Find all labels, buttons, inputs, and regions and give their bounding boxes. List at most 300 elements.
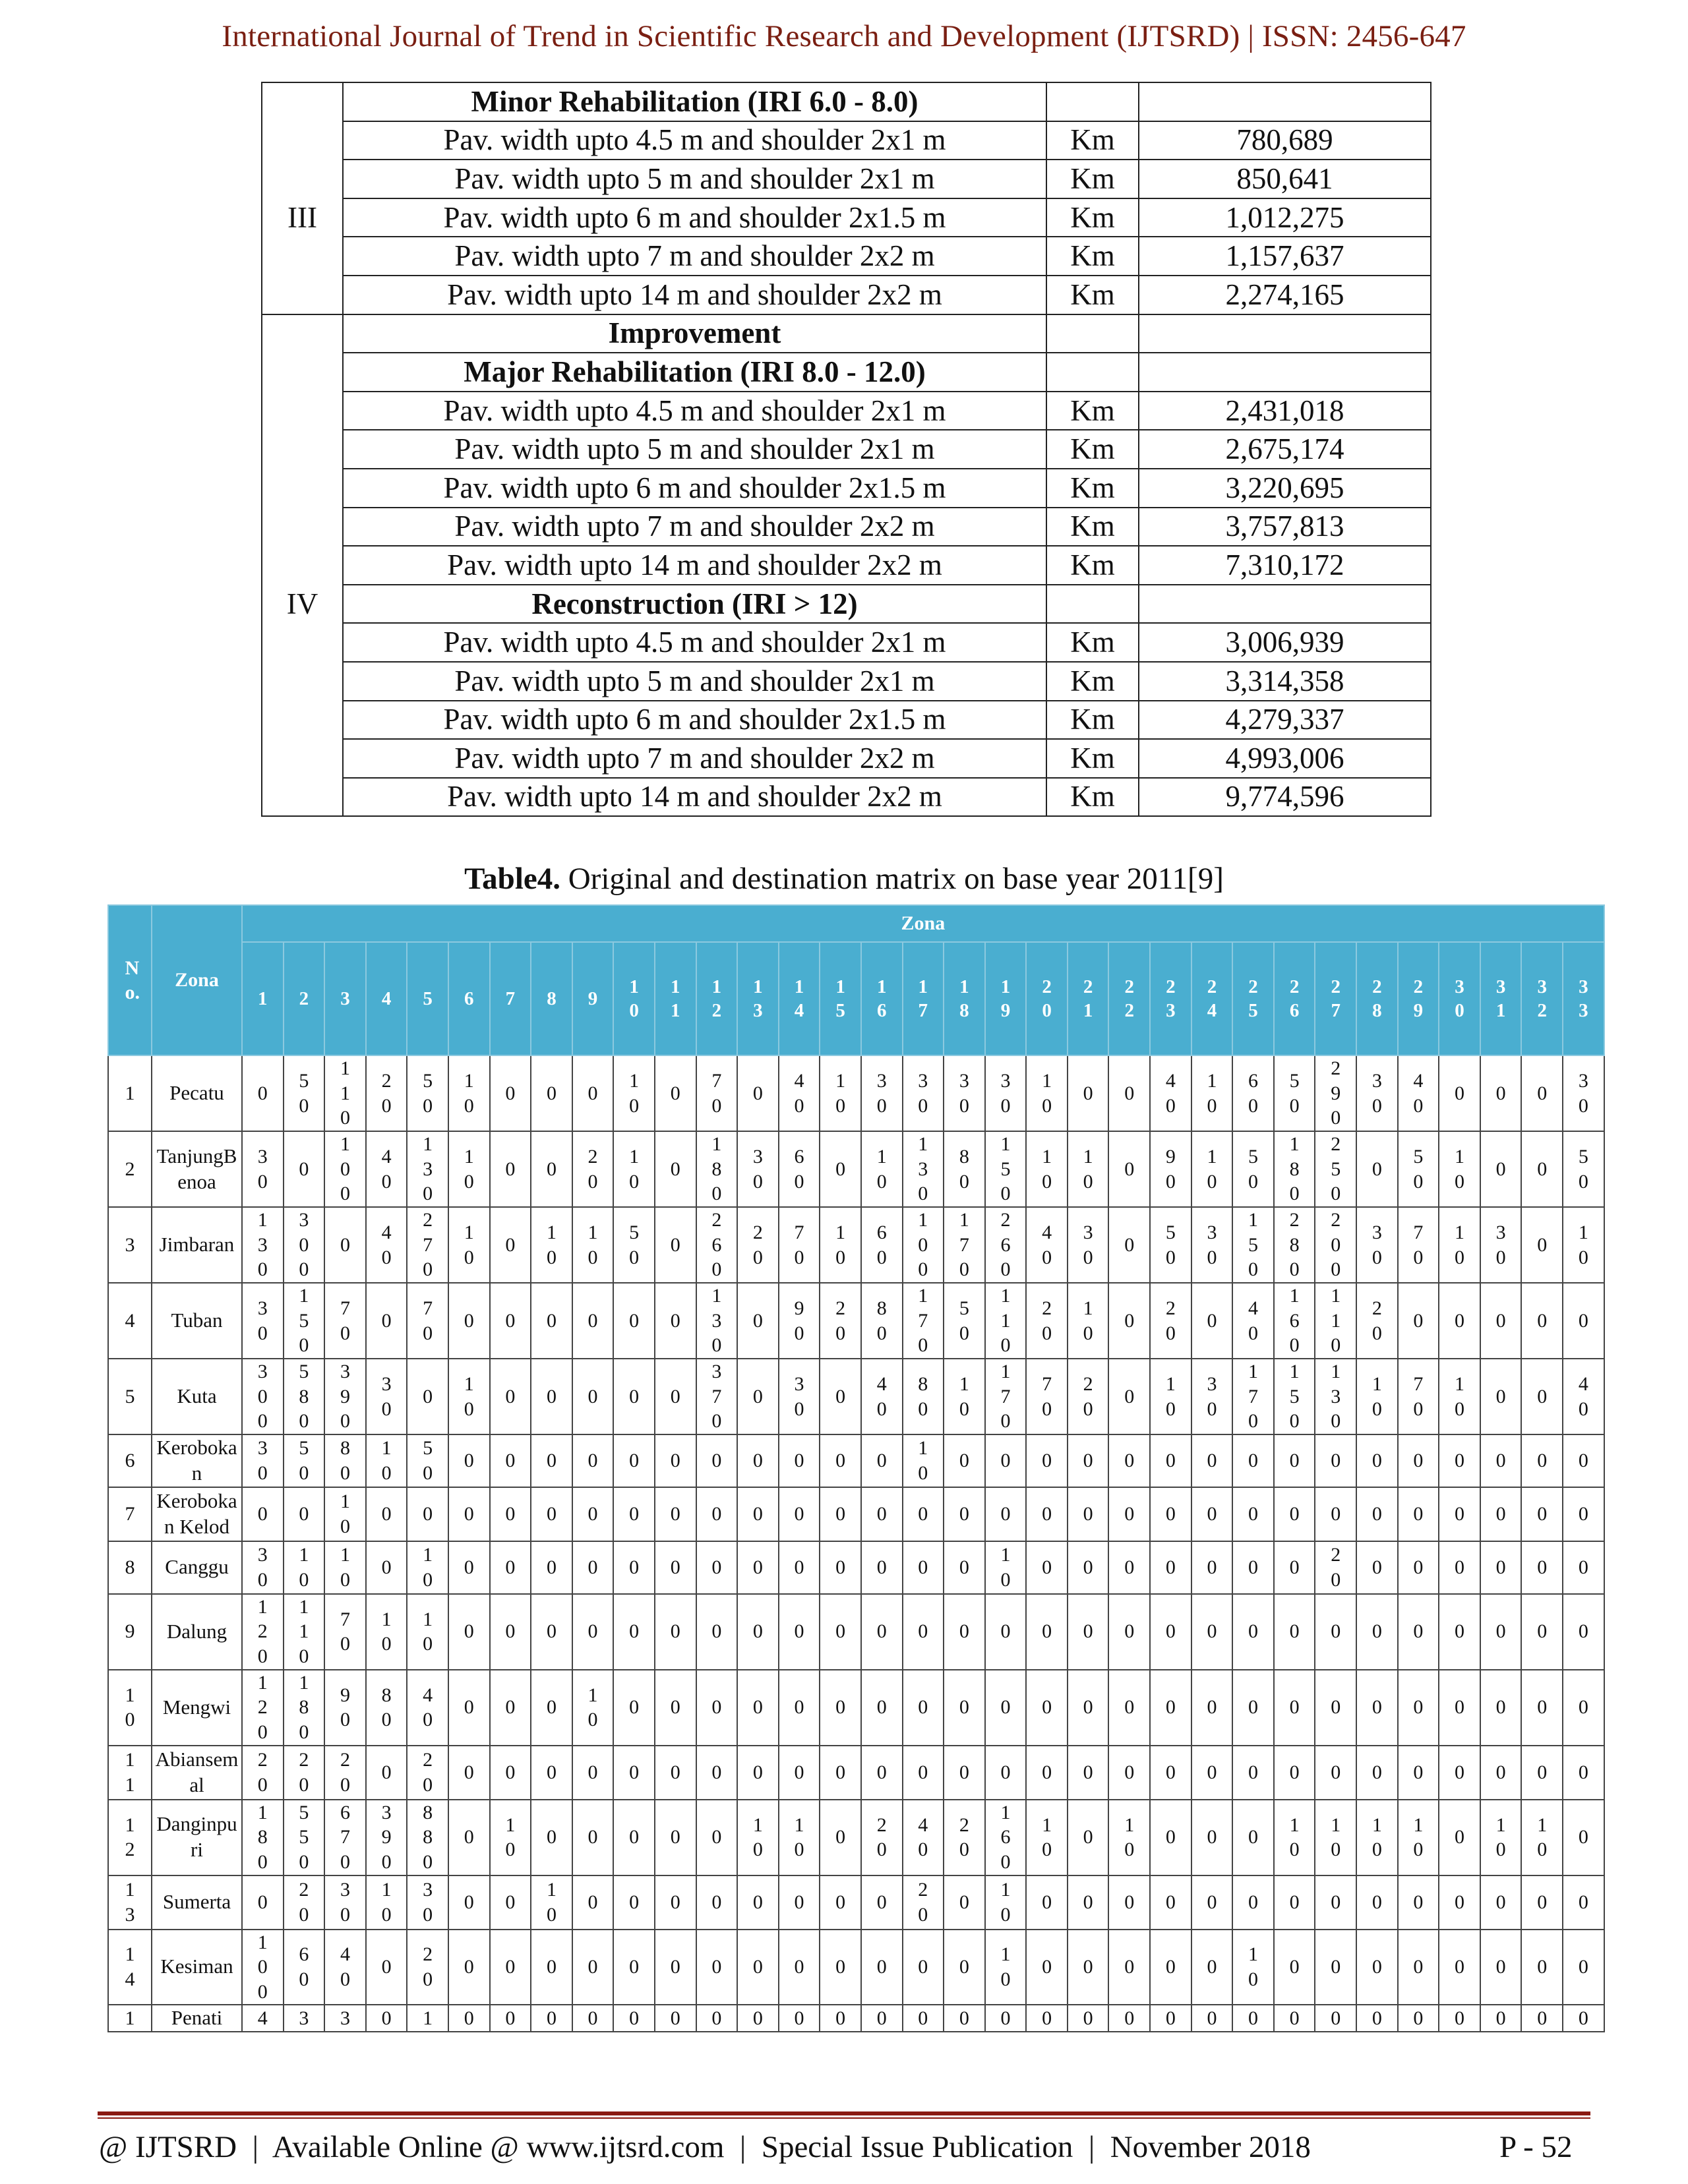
stacked-text: 0	[423, 1385, 433, 1407]
cost-cell-no	[262, 778, 343, 817]
stacked-text: 0	[1083, 2007, 1093, 2029]
stacked-text: 130	[1331, 1361, 1341, 1432]
matrix-cell	[1521, 1055, 1563, 1131]
matrix-column-numbers	[108, 942, 1604, 1055]
matrix-cell	[861, 1594, 903, 1670]
matrix-cell	[613, 1359, 655, 1434]
stacked-text: 0	[588, 1556, 598, 1578]
stacked-text: 10	[1455, 1146, 1465, 1193]
matrix-cell	[242, 1875, 284, 1930]
matrix-cell	[1563, 2005, 1604, 2032]
cost-cell-value: 3,220,695	[1139, 469, 1431, 508]
zona-group-header: Zona	[242, 905, 1604, 942]
stacked-text: 0	[1537, 1956, 1548, 1978]
stacked-text: 10	[959, 1373, 969, 1420]
matrix-cell	[1480, 1541, 1522, 1594]
stacked-text: 50	[299, 1070, 309, 1117]
matrix-cell	[448, 1207, 490, 1283]
matrix-cell	[490, 1594, 531, 1670]
stacked-text: 0	[1372, 1158, 1382, 1180]
cost-row	[262, 739, 1431, 778]
stacked-text: 3	[340, 2007, 350, 2029]
stacked-text: 70	[1413, 1222, 1424, 1268]
matrix-cell	[407, 1800, 448, 1875]
matrix-cell	[531, 1055, 572, 1131]
matrix-cell	[1563, 1359, 1604, 1434]
stacked-text: 0	[959, 2007, 969, 2029]
stacked-text: 10	[464, 1222, 474, 1268]
matrix-cell	[1480, 1055, 1522, 1131]
matrix-cell	[1480, 1434, 1522, 1487]
matrix-cell	[1068, 1283, 1109, 1359]
matrix-cell	[944, 1541, 985, 1594]
matrix-cell	[1191, 1875, 1233, 1930]
matrix-cell	[1026, 2005, 1068, 2032]
matrix-cell	[366, 1283, 407, 1359]
matrix-cell	[572, 1541, 614, 1594]
stacked-text: 0	[670, 1309, 680, 1332]
zone-column-header	[820, 942, 861, 1055]
matrix-cell	[490, 1800, 531, 1875]
matrix-cell	[284, 1207, 325, 1283]
stacked-text: 0	[505, 1891, 516, 1913]
stacked-text: 0	[752, 1309, 763, 1332]
matrix-cell	[1439, 1055, 1480, 1131]
matrix-cell	[242, 1800, 284, 1875]
matrix-cell	[1232, 1055, 1274, 1131]
matrix-cell	[1521, 1800, 1563, 1875]
stacked-text: 14	[125, 1943, 135, 1990]
matrix-cell	[820, 1487, 861, 1541]
stacked-text: 0	[505, 1233, 516, 1256]
matrix-cell	[1398, 1434, 1439, 1487]
stacked-text: 580	[299, 1361, 309, 1432]
stacked-text: 0	[1124, 1450, 1135, 1471]
matrix-cell	[1563, 1875, 1604, 1930]
matrix-cell	[861, 1670, 903, 1746]
cost-cell-desc: Pav. width upto 14 m and shoulder 2x2 m	[343, 778, 1046, 817]
stacked-text: 0	[835, 1502, 846, 1525]
stacked-text: 0	[835, 1556, 846, 1578]
matrix-cell	[448, 1487, 490, 1541]
matrix-cell	[1480, 1800, 1522, 1875]
stacked-text: 0	[1578, 1502, 1588, 1525]
matrix-cell	[1356, 1207, 1398, 1283]
stacked-text: 0	[1042, 1556, 1052, 1578]
matrix-cell	[1150, 1487, 1191, 1541]
zone-column-header	[366, 942, 407, 1055]
zone-column-header	[944, 942, 985, 1055]
stacked-text: 0	[670, 1891, 680, 1913]
stacked-text: 0	[1495, 1502, 1506, 1525]
stacked-text: 10	[1413, 1814, 1424, 1860]
matrix-cell	[531, 1594, 572, 1670]
stacked-text: 0	[629, 1761, 640, 1783]
stacked-text: 0	[1537, 1696, 1548, 1719]
stacked-text: 0	[876, 2007, 887, 2029]
matrix-cell	[490, 1930, 531, 2005]
matrix-cell	[1150, 1359, 1191, 1434]
od-matrix-table	[107, 904, 1605, 2032]
stacked-text: 0	[835, 1956, 846, 1978]
stacked-text: 0	[1124, 1556, 1135, 1578]
stacked-text: 20	[257, 1749, 268, 1796]
matrix-cell	[324, 1594, 366, 1670]
cost-row	[262, 276, 1431, 314]
stacked-text: 20	[1372, 1297, 1382, 1344]
stacked-text: 180	[299, 1671, 309, 1743]
cost-row	[262, 160, 1431, 198]
cost-cell-unit: Km	[1046, 701, 1139, 740]
matrix-cell	[572, 2005, 614, 2032]
stacked-text: 0	[670, 1761, 680, 1783]
zone-column-header	[531, 942, 572, 1055]
matrix-cell	[613, 1800, 655, 1875]
matrix-cell	[1315, 1131, 1356, 1207]
matrix-cell	[531, 2005, 572, 2032]
cost-cell-no: III	[262, 198, 343, 237]
stacked-text: 0	[670, 1956, 680, 1978]
stacked-text: 300	[257, 1361, 268, 1432]
zone-name: Kerobokan Kelod	[152, 1487, 242, 1541]
stacked-text: 0	[505, 1761, 516, 1783]
cost-cell-no	[262, 160, 343, 198]
zone-column-header	[779, 942, 820, 1055]
stacked-text: 130	[711, 1285, 722, 1357]
matrix-cell	[531, 1359, 572, 1434]
matrix-cell	[1480, 1131, 1522, 1207]
cost-cell-desc: Pav. width upto 7 m and shoulder 2x2 m	[343, 237, 1046, 276]
matrix-cell	[1315, 1283, 1356, 1359]
stacked-text: 0	[1578, 1696, 1588, 1719]
matrix-cell	[242, 1746, 284, 1800]
stacked-text: 0	[464, 1556, 474, 1578]
stacked-text: 30	[752, 1146, 763, 1193]
stacked-text: 10	[1207, 1070, 1217, 1117]
cost-row	[262, 508, 1431, 546]
matrix-cell	[861, 1131, 903, 1207]
stacked-text: 20	[423, 1943, 433, 1990]
stacked-text: 14	[794, 976, 804, 1021]
cost-cell-desc: Pav. width upto 5 m and shoulder 2x1 m	[343, 662, 1046, 701]
stacked-text: 0	[546, 1956, 557, 1978]
cost-cell-value: 780,689	[1139, 121, 1431, 160]
stacked-text: 10	[1042, 1070, 1052, 1117]
stacked-text: 0	[1455, 1502, 1465, 1525]
matrix-cell	[861, 1800, 903, 1875]
matrix-cell	[613, 1930, 655, 2005]
stacked-text: 0	[1537, 1309, 1548, 1332]
matrix-cell	[820, 1359, 861, 1434]
matrix-cell	[1315, 1359, 1356, 1434]
zone-column-header	[1068, 942, 1109, 1055]
matrix-cell	[1439, 1875, 1480, 1930]
cost-cell-no	[262, 82, 343, 121]
matrix-cell	[696, 1434, 738, 1487]
stacked-text: 90	[794, 1297, 804, 1344]
stacked-text: 0	[752, 1761, 763, 1783]
matrix-cell	[985, 1207, 1027, 1283]
matrix-cell	[985, 1594, 1027, 1670]
matrix-cell	[448, 1800, 490, 1875]
matrix-row	[108, 1283, 1604, 1359]
row-number	[108, 1670, 152, 1746]
table4-caption	[0, 861, 1688, 897]
matrix-cell	[779, 1359, 820, 1434]
matrix-cell	[448, 1055, 490, 1131]
stacked-text: 0	[1165, 1450, 1176, 1471]
cost-row	[262, 392, 1431, 430]
matrix-cell	[531, 1670, 572, 1746]
stacked-text: 20	[299, 1879, 309, 1926]
stacked-text: 0	[918, 1556, 928, 1578]
zone-column-header	[1315, 942, 1356, 1055]
matrix-cell	[985, 1131, 1027, 1207]
matrix-cell	[1356, 1746, 1398, 1800]
matrix-cell	[613, 1594, 655, 1670]
stacked-text: 0	[794, 2007, 804, 2029]
stacked-text: 0	[835, 1158, 846, 1180]
matrix-cell	[696, 1055, 738, 1131]
matrix-cell	[531, 1800, 572, 1875]
stacked-text: 0	[505, 1082, 516, 1104]
matrix-cell	[944, 1434, 985, 1487]
stacked-text: 0	[752, 1502, 763, 1525]
matrix-cell	[1191, 1594, 1233, 1670]
stacked-text: 130	[257, 1209, 268, 1281]
stacked-text: 0	[257, 1891, 268, 1913]
stacked-text: 0	[1413, 1450, 1424, 1471]
matrix-cell	[1563, 1207, 1604, 1283]
stacked-text: 0	[629, 1502, 640, 1525]
stacked-text: 5	[423, 988, 433, 1009]
stacked-text: 10	[1083, 1297, 1093, 1344]
matrix-cell	[1315, 1207, 1356, 1283]
matrix-cell	[242, 1594, 284, 1670]
stacked-text: 40	[381, 1146, 392, 1193]
stacked-text: No.	[125, 957, 140, 1003]
matrix-cell	[531, 1875, 572, 1930]
stacked-text: 33	[1579, 976, 1588, 1021]
matrix-cell	[324, 1670, 366, 1746]
stacked-text: 10	[1083, 1146, 1093, 1193]
stacked-text: 40	[1165, 1070, 1176, 1117]
matrix-cell	[1398, 1594, 1439, 1670]
stacked-text: 0	[670, 1696, 680, 1719]
stacked-text: 28	[1372, 976, 1382, 1021]
matrix-cell	[1026, 1283, 1068, 1359]
stacked-text: 30	[257, 1437, 268, 1484]
matrix-cell	[1150, 2005, 1191, 2032]
stacked-text: 0	[381, 2007, 392, 2029]
matrix-cell	[696, 1359, 738, 1434]
stacked-text: 20	[876, 1814, 887, 1860]
stacked-text: 0	[629, 1826, 640, 1848]
stacked-text: 0	[299, 1158, 309, 1180]
stacked-text: 0	[1455, 1556, 1465, 1578]
matrix-cell	[696, 1930, 738, 2005]
matrix-cell	[861, 1283, 903, 1359]
stacked-text: 0	[381, 1502, 392, 1525]
stacked-text: 0	[1083, 1556, 1093, 1578]
matrix-cell	[1521, 1359, 1563, 1434]
matrix-cell	[366, 1359, 407, 1434]
matrix-cell	[1315, 1487, 1356, 1541]
matrix-cell	[613, 2005, 655, 2032]
matrix-cell	[1026, 1207, 1068, 1283]
stacked-text: 0	[1165, 1502, 1176, 1525]
matrix-cell	[655, 1487, 696, 1541]
matrix-cell	[1439, 1359, 1480, 1434]
matrix-cell	[284, 1434, 325, 1487]
stacked-text: 20	[340, 1749, 350, 1796]
matrix-cell	[655, 1131, 696, 1207]
matrix-cell	[1108, 1434, 1150, 1487]
stacked-text: 170	[959, 1209, 969, 1281]
stacked-text: 0	[546, 1761, 557, 1783]
cost-cell-unit	[1046, 82, 1139, 121]
matrix-row	[108, 2005, 1604, 2032]
matrix-cell	[1563, 1746, 1604, 1800]
stacked-text: 0	[505, 1620, 516, 1643]
stacked-text: 0	[1331, 1696, 1341, 1719]
matrix-cell	[324, 1800, 366, 1875]
stacked-text: 0	[464, 1891, 474, 1913]
stacked-text: 0	[629, 1620, 640, 1643]
stacked-text: 10	[1537, 1814, 1548, 1860]
matrix-cell	[284, 1541, 325, 1594]
stacked-text: 10	[1124, 1814, 1135, 1860]
stacked-text: 70	[340, 1608, 350, 1655]
zone-column-header	[613, 942, 655, 1055]
matrix-cell	[1398, 1541, 1439, 1594]
stacked-text: 0	[835, 1620, 846, 1643]
stacked-text: 290	[1331, 1057, 1341, 1129]
matrix-row	[108, 1930, 1604, 2005]
stacked-text: 0	[1083, 1450, 1093, 1471]
stacked-text: 0	[1495, 1556, 1506, 1578]
matrix-cell	[1356, 1055, 1398, 1131]
zone-column-header	[1356, 942, 1398, 1055]
matrix-cell	[448, 1594, 490, 1670]
stacked-text: 0	[876, 1502, 887, 1525]
stacked-text: 0	[1331, 1450, 1341, 1471]
cost-row	[262, 82, 1431, 121]
stacked-text: 0	[1083, 1696, 1093, 1719]
matrix-cell	[861, 1359, 903, 1434]
row-number	[108, 1055, 152, 1131]
stacked-text: 0	[1537, 1761, 1548, 1783]
matrix-cell	[407, 1875, 448, 1930]
stacked-text: 0	[588, 2007, 598, 2029]
matrix-cell	[1108, 1055, 1150, 1131]
matrix-cell	[903, 1359, 944, 1434]
stacked-text: 0	[1495, 1891, 1506, 1913]
stacked-text: 0	[918, 1620, 928, 1643]
stacked-text: 10	[1000, 1879, 1011, 1926]
stacked-text: 13	[753, 976, 763, 1021]
row-number	[108, 1930, 152, 2005]
matrix-cell	[1068, 1207, 1109, 1283]
matrix-cell	[407, 1594, 448, 1670]
matrix-cell	[613, 1055, 655, 1131]
stacked-text: 0	[835, 1696, 846, 1719]
matrix-cell	[531, 1434, 572, 1487]
stacked-text: 30	[257, 1297, 268, 1344]
stacked-text: 30	[1083, 1222, 1093, 1268]
stacked-text: 0	[876, 1620, 887, 1643]
stacked-text: 0	[464, 1620, 474, 1643]
stacked-text: 0	[1578, 1450, 1588, 1471]
stacked-text: 0	[464, 1309, 474, 1332]
matrix-cell	[944, 1131, 985, 1207]
matrix-cell	[448, 1434, 490, 1487]
matrix-cell	[1356, 1670, 1398, 1746]
matrix-cell	[1191, 1131, 1233, 1207]
zone-column-header	[1398, 942, 1439, 1055]
stacked-text: 20	[1083, 1373, 1093, 1420]
matrix-cell	[1521, 1541, 1563, 1594]
cost-cell-no	[262, 739, 343, 778]
stacked-text: 0	[1248, 1556, 1259, 1578]
matrix-cell	[324, 1930, 366, 2005]
stacked-text: 0	[1495, 1956, 1506, 1978]
matrix-cell	[366, 1800, 407, 1875]
matrix-cell	[1191, 1930, 1233, 2005]
matrix-cell	[737, 1434, 779, 1487]
matrix-row	[108, 1055, 1604, 1131]
stacked-text: 20	[299, 1749, 309, 1796]
stacked-text: 0	[1537, 1233, 1548, 1256]
cost-cell-unit: Km	[1046, 623, 1139, 662]
stacked-text: 0	[1495, 1696, 1506, 1719]
matrix-cell	[324, 1746, 366, 1800]
matrix-row	[108, 1746, 1604, 1800]
cost-cell-value: 2,431,018	[1139, 392, 1431, 430]
matrix-cell	[1150, 1207, 1191, 1283]
stacked-text: 11	[125, 1749, 135, 1796]
matrix-cell	[1191, 1283, 1233, 1359]
stacked-text: 0	[1248, 1502, 1259, 1525]
row-number	[108, 1800, 152, 1875]
stacked-text: 17	[918, 976, 928, 1021]
stacked-text: 0	[752, 1450, 763, 1471]
matrix-cell	[820, 1875, 861, 1930]
stacked-text: 0	[876, 1761, 887, 1783]
matrix-cell	[1191, 1055, 1233, 1131]
matrix-cell	[1232, 1487, 1274, 1541]
zone-name: Abiansemal	[152, 1746, 242, 1800]
stacked-text: 30	[381, 1373, 392, 1420]
matrix-cell	[944, 1594, 985, 1670]
stacked-text: 0	[794, 1956, 804, 1978]
stacked-text: 150	[1248, 1209, 1259, 1281]
stacked-text: 60	[876, 1222, 887, 1268]
matrix-cell	[242, 1930, 284, 2005]
stacked-text: 110	[299, 1595, 309, 1667]
matrix-cell	[366, 1487, 407, 1541]
stacked-text: 50	[423, 1070, 433, 1117]
stacked-text: 0	[1455, 1309, 1465, 1332]
stacked-text: 0	[1207, 1761, 1217, 1783]
stacked-text: 0	[629, 1385, 640, 1407]
matrix-cell	[407, 1131, 448, 1207]
stacked-text: 0	[464, 1761, 474, 1783]
matrix-cell	[1439, 1670, 1480, 1746]
stacked-text: 0	[505, 1556, 516, 1578]
stacked-text: 20	[752, 1222, 763, 1268]
stacked-text: 0	[257, 1502, 268, 1525]
